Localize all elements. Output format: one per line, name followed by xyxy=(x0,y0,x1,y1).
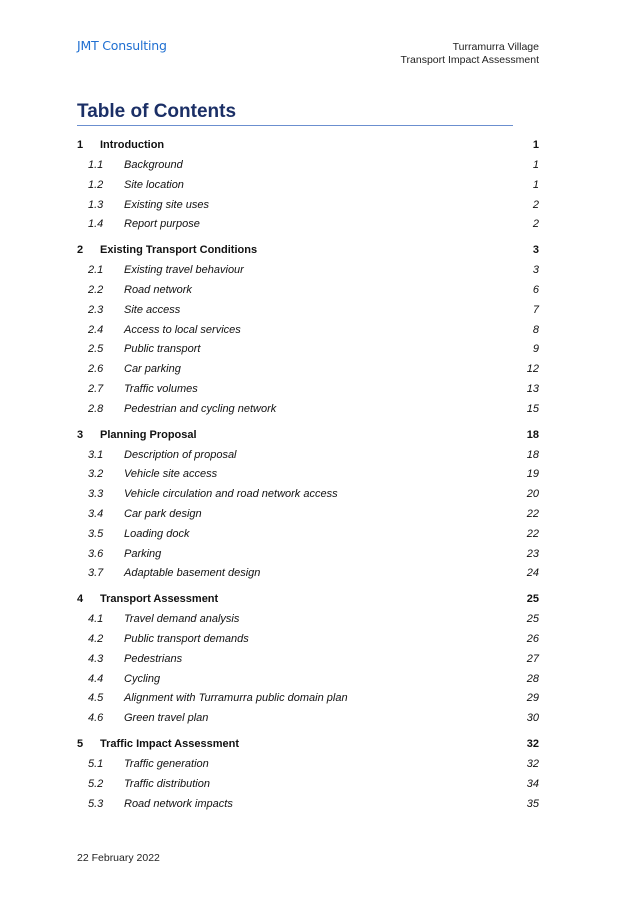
toc-entry-label: Planning Proposal xyxy=(100,428,197,441)
toc-entry-label: Adaptable basement design xyxy=(124,567,261,580)
toc-subsection-entry[interactable] xyxy=(77,448,539,462)
project-name: Turramurra Village xyxy=(452,41,539,53)
toc-entry-label: Existing Transport Conditions xyxy=(100,244,258,257)
toc-entry-page: 7 xyxy=(532,303,539,316)
toc-subsection-entry[interactable] xyxy=(77,342,539,356)
toc-entry-page: 2 xyxy=(532,218,539,231)
toc-subsection-entry[interactable] xyxy=(77,547,539,561)
toc-subsection-entry[interactable] xyxy=(77,198,539,212)
toc-entry-number: 4.4 xyxy=(88,672,104,685)
toc-entry-page: 1 xyxy=(532,139,539,151)
toc-section-entry[interactable] xyxy=(77,138,539,152)
toc-entry-label: Cycling xyxy=(124,672,161,685)
toc-entry-number: 3.7 xyxy=(88,567,104,580)
toc-entry-number: 2.6 xyxy=(88,363,104,376)
toc-entry-number: 3.2 xyxy=(88,468,104,481)
toc-subsection-entry[interactable] xyxy=(77,263,539,277)
toc-entry-number: 3.6 xyxy=(88,547,104,560)
toc-entry-number: 3.3 xyxy=(88,488,104,501)
toc-entry-label: Traffic volumes xyxy=(124,383,198,395)
toc-subsection-entry[interactable] xyxy=(77,612,539,626)
toc-entry-page: 12 xyxy=(526,363,539,376)
toc-subsection-entry[interactable] xyxy=(77,487,539,501)
toc-entry-number: 4.6 xyxy=(88,712,104,725)
toc-subsection-entry[interactable] xyxy=(77,797,539,811)
toc-entry-label: Site access xyxy=(124,303,181,316)
toc-entry-page: 24 xyxy=(526,567,539,580)
toc-entry-number: 4.1 xyxy=(88,613,104,626)
toc-entry-page: 22 xyxy=(526,527,539,540)
toc-entry-number: 5.1 xyxy=(88,758,104,770)
footer-date: 22 February 2022 xyxy=(77,852,160,864)
toc-entry-label: Pedestrians xyxy=(124,652,183,665)
toc-entry-label: Travel demand analysis xyxy=(124,613,240,626)
toc-entry-number: 2.3 xyxy=(88,303,104,316)
toc-entry-number: 2.1 xyxy=(88,264,104,277)
toc-entry-number: 2.2 xyxy=(88,284,104,296)
toc-entry-number: 5.3 xyxy=(88,797,104,810)
toc-entry-number: 1.3 xyxy=(88,198,104,211)
toc-entry-page: 18 xyxy=(526,448,539,461)
toc-entry-label: Site location xyxy=(124,178,184,191)
toc-entry-page: 18 xyxy=(526,428,539,441)
toc-entry-label: Existing travel behaviour xyxy=(124,264,244,277)
toc-entry-page: 13 xyxy=(526,383,539,395)
toc-entry-page: 6 xyxy=(532,284,539,296)
toc-subsection-entry[interactable] xyxy=(77,303,539,317)
toc-entry-number: 1.2 xyxy=(88,178,104,191)
toc-subsection-entry[interactable] xyxy=(77,402,539,416)
toc-entry-number: 4.3 xyxy=(88,652,104,665)
toc-entry-label: Vehicle circulation and road network access xyxy=(124,488,338,501)
running-header xyxy=(401,41,540,67)
toc-subsection-entry[interactable] xyxy=(77,566,539,580)
toc-entry-page: 19 xyxy=(526,468,539,481)
toc-entry-label: Parking xyxy=(124,547,162,560)
toc-entry-page: 25 xyxy=(526,593,539,606)
toc-section-entry[interactable] xyxy=(77,243,539,257)
toc-section-entry[interactable] xyxy=(77,737,539,751)
toc-entry-label: Existing site uses xyxy=(124,198,209,211)
toc-entry-label: Public transport demands xyxy=(124,633,249,645)
toc-entry-number: 3 xyxy=(77,428,84,441)
toc-entry-page: 8 xyxy=(532,323,539,336)
toc-entry-page: 27 xyxy=(526,652,539,665)
toc-entry-label: Vehicle site access xyxy=(124,468,218,481)
toc-subsection-entry[interactable] xyxy=(77,382,539,396)
toc-entry-page: 25 xyxy=(526,613,539,626)
toc-subsection-entry[interactable] xyxy=(77,283,539,297)
company-logo: JMT Consulting xyxy=(77,38,167,53)
toc-entry-label: Transport Assessment xyxy=(100,593,219,606)
toc-entry-label: Introduction xyxy=(100,139,165,151)
toc-entry-page: 35 xyxy=(526,797,539,810)
toc-subsection-entry[interactable] xyxy=(77,711,539,725)
toc-entry-number: 4.2 xyxy=(88,633,104,645)
toc-entry-label: Access to local services xyxy=(124,323,241,336)
toc-entry-page: 3 xyxy=(532,244,539,257)
toc-subsection-entry[interactable] xyxy=(77,632,539,646)
toc-heading: Table of Contents xyxy=(77,101,237,122)
toc-entry-label: Traffic distribution xyxy=(124,777,210,790)
toc-entry-number: 3.4 xyxy=(88,508,104,520)
toc-subsection-entry[interactable] xyxy=(77,507,539,521)
toc-entry-number: 2.4 xyxy=(88,323,104,336)
toc-entry-label: Report purpose xyxy=(124,218,200,231)
toc-entry-page: 3 xyxy=(532,264,539,277)
toc-entry-page: 30 xyxy=(526,712,539,725)
toc-entry-page: 1 xyxy=(532,178,539,191)
toc-entry-label: Green travel plan xyxy=(124,712,209,725)
toc-subsection-entry[interactable] xyxy=(77,652,539,666)
toc-entry-number: 4 xyxy=(77,593,84,606)
document-title: Transport Impact Assessment xyxy=(400,54,539,66)
toc-subsection-entry[interactable] xyxy=(77,178,539,192)
toc-entry-label: Traffic generation xyxy=(124,758,209,770)
toc-entry-number: 2 xyxy=(77,244,84,257)
toc-entry-label: Road network xyxy=(124,284,192,296)
toc-subsection-entry[interactable] xyxy=(77,323,539,337)
toc-entry-page: 2 xyxy=(532,198,539,211)
toc-subsection-entry[interactable] xyxy=(77,362,539,376)
toc-section-entry[interactable] xyxy=(77,592,539,606)
toc-entry-label: Traffic Impact Assessment xyxy=(100,738,239,750)
toc-subsection-entry[interactable] xyxy=(77,158,539,172)
toc-entry-label: Car park design xyxy=(124,508,202,520)
toc-entry-number: 5.2 xyxy=(88,777,104,790)
toc-entry-number: 3.1 xyxy=(88,448,104,461)
toc-subsection-entry[interactable] xyxy=(77,467,539,481)
toc-entry-number: 3.5 xyxy=(88,527,104,540)
toc-subsection-entry[interactable] xyxy=(77,672,539,686)
toc-entry-number: 4.5 xyxy=(88,692,104,705)
toc-entry-page: 28 xyxy=(526,672,539,685)
toc-entry-page: 29 xyxy=(526,692,539,705)
toc-entry-number: 1.1 xyxy=(88,159,104,171)
toc-section-entry[interactable] xyxy=(77,428,539,442)
toc-entry-label: Alignment with Turramurra public domain plan xyxy=(124,692,348,705)
toc-entry-label: Loading dock xyxy=(124,527,190,540)
toc-entry-label: Description of proposal xyxy=(124,448,237,461)
toc-entry-number: 2.5 xyxy=(88,343,104,356)
toc-entry-label: Road network impacts xyxy=(124,797,233,810)
toc-entry-page: 22 xyxy=(526,508,539,520)
toc-entry-label: Background xyxy=(124,159,183,171)
toc-entry-page: 34 xyxy=(526,777,539,790)
toc-entry-number: 2.7 xyxy=(88,383,104,395)
toc-entry-number: 5 xyxy=(77,738,84,750)
toc-entry-label: Public transport xyxy=(124,343,201,356)
toc-entry-page: 26 xyxy=(526,633,539,645)
toc-entry-page: 9 xyxy=(532,343,539,356)
toc-entry-page: 23 xyxy=(526,547,539,560)
toc-entry-page: 20 xyxy=(526,488,539,501)
toc-subsection-entry[interactable] xyxy=(77,777,539,791)
toc-entry-page: 32 xyxy=(526,758,539,770)
heading-rule xyxy=(77,125,513,126)
toc-entry-page: 1 xyxy=(532,159,539,171)
toc-entry-number: 1 xyxy=(77,139,84,151)
toc-entry-label: Pedestrian and cycling network xyxy=(124,402,277,415)
toc-entry-number: 2.8 xyxy=(88,402,104,415)
toc-subsection-entry[interactable] xyxy=(77,527,539,541)
toc-entry-page: 15 xyxy=(526,402,539,415)
toc-entry-label: Car parking xyxy=(124,363,181,376)
toc-subsection-entry[interactable] xyxy=(77,691,539,705)
toc-entry-number: 1.4 xyxy=(88,218,104,231)
toc-subsection-entry[interactable] xyxy=(77,757,539,771)
toc-subsection-entry[interactable] xyxy=(77,217,539,231)
toc-entry-page: 32 xyxy=(526,738,539,750)
